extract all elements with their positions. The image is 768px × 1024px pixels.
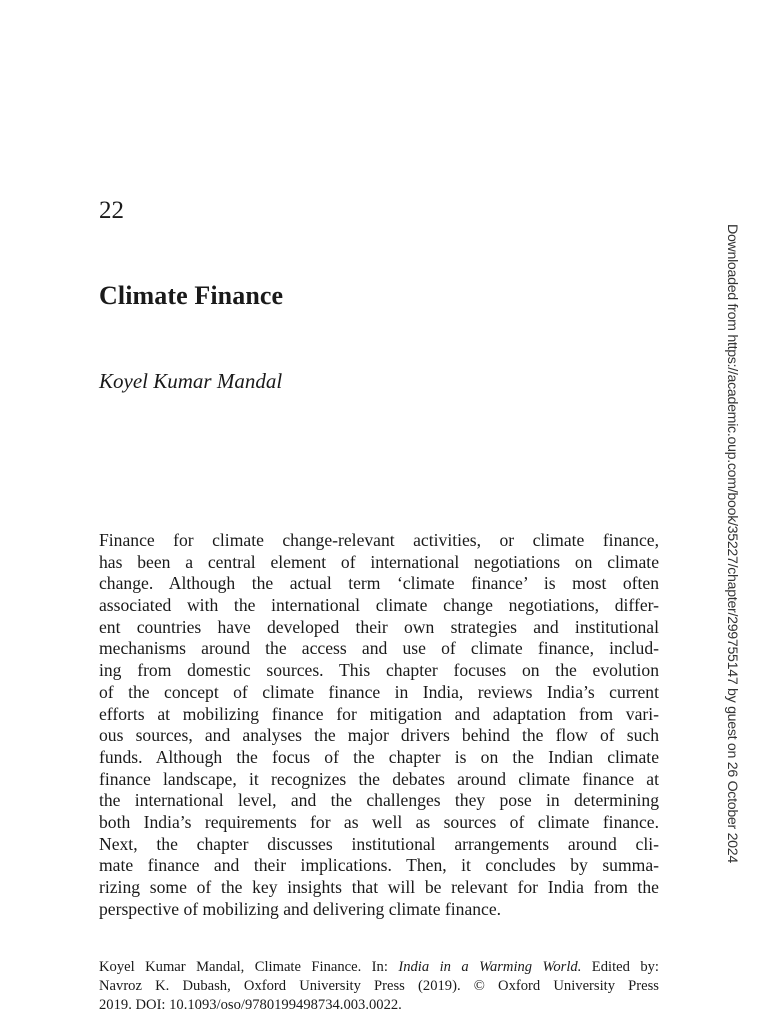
citation-line <box>99 958 659 977</box>
citation-footer <box>99 958 659 1015</box>
abstract-line: perspective of mobilizing and delivering climate finance. <box>99 898 502 919</box>
abstract-line: efforts at mobilizing finance for mitigation and adaptation from vari- <box>99 703 659 724</box>
abstract-line: the international level, and the challenges they pose in determining <box>99 790 659 811</box>
abstract-line: rizing some of the key insights that will be relevant for India from the <box>99 877 659 897</box>
citation-suffix: Edited by: <box>581 959 659 975</box>
citation-prefix: Koyel Kumar Mandal, Climate Finance. In: <box>99 959 399 975</box>
abstract-line: ous sources, and analyses the major drivers behind the flow of such <box>99 725 659 746</box>
abstract-line: Next, the chapter discusses institutional arrangements around cli- <box>99 833 659 854</box>
citation-line: 2019. DOI: 10.1093/oso/9780199498734.003.0022. <box>99 997 402 1013</box>
abstract-line: has been a central element of international negotiations on climate <box>99 551 659 572</box>
citation-book-title: India in a Warming World. <box>398 959 582 975</box>
chapter-author: Koyel Kumar Mandal <box>99 369 283 393</box>
abstract-line: change. Although the actual term ‘climate finance’ is most often <box>99 573 659 594</box>
citation-line: Navroz K. Dubash, Oxford University Press (2019). © Oxford University Press <box>99 978 659 994</box>
abstract-line: ing from domestic sources. This chapter focuses on the evolution <box>99 660 659 681</box>
abstract-line: ent countries have developed their own strategies and institutional <box>99 616 659 637</box>
abstract-line: finance landscape, it recognizes the debates around climate finance at <box>99 768 659 789</box>
download-watermark: Downloaded from https://academic.oup.com/book/35227/chapter/299755147 by guest on 26 October 2024 <box>724 224 740 863</box>
abstract-line: mechanisms around the access and use of climate finance, includ- <box>99 638 659 659</box>
abstract-line: of the concept of climate finance in India, reviews India’s current <box>99 681 659 702</box>
abstract-line: both India’s requirements for as well as sources of climate finance. <box>99 811 659 832</box>
abstract-line: associated with the international climate change negotiations, differ- <box>99 595 659 616</box>
abstract-paragraph <box>99 530 659 920</box>
abstract-line: mate finance and their implications. Then, it concludes by summa- <box>99 855 659 876</box>
chapter-number: 22 <box>99 197 124 224</box>
abstract-line: Finance for climate change-relevant activities, or climate finance, <box>99 530 659 550</box>
chapter-title: Climate Finance <box>99 281 284 310</box>
abstract-line: funds. Although the focus of the chapter is on the Indian climate <box>99 746 659 767</box>
